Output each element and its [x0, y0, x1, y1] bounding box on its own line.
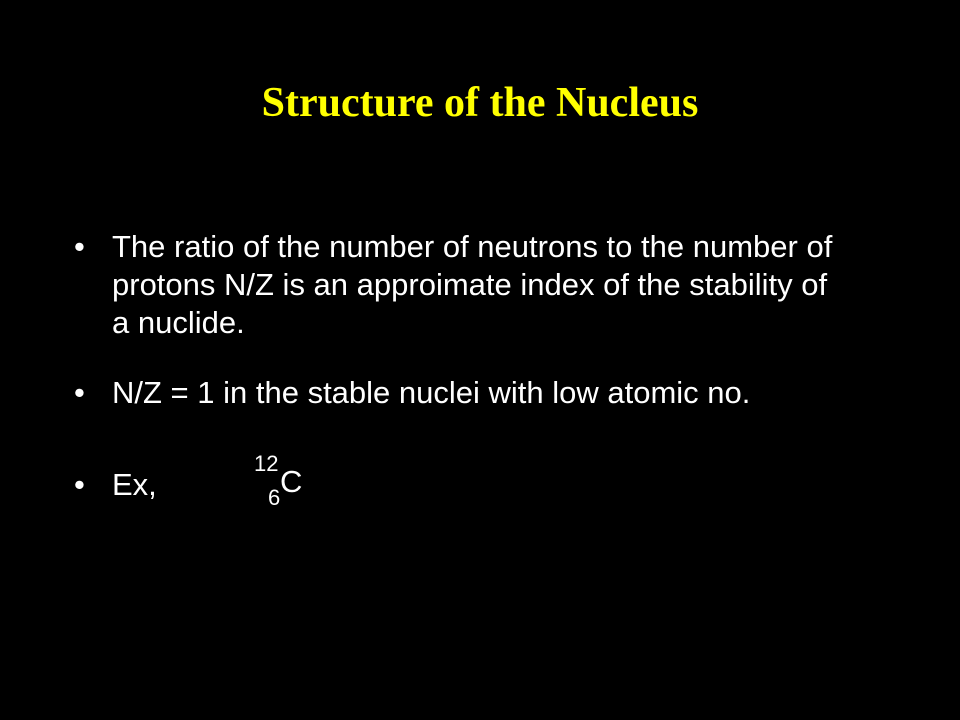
bullet-text: [74, 466, 834, 504]
bullet-marker: •: [74, 467, 85, 502]
slide-title: Structure of the Nucleus: [261, 80, 699, 126]
atomic-number: 6: [268, 485, 281, 510]
bullet-item: [74, 451, 834, 510]
bullet-text: The ratio of the number of neutrons to the number of protons N/Z is an approimate index of the stability of a nuclide.: [112, 229, 833, 340]
example-label: Ex,: [112, 467, 157, 502]
bullet-item: [74, 374, 834, 412]
bullet-item: [74, 228, 834, 342]
nuclide-notation: [254, 452, 314, 522]
bullet-marker: •: [74, 375, 85, 410]
mass-number: 12: [254, 451, 279, 476]
bullet-marker: •: [74, 229, 85, 264]
element-symbol: C: [280, 464, 303, 499]
bullet-text: N/Z = 1 in the stable nuclei with low atomic no.: [112, 375, 751, 410]
